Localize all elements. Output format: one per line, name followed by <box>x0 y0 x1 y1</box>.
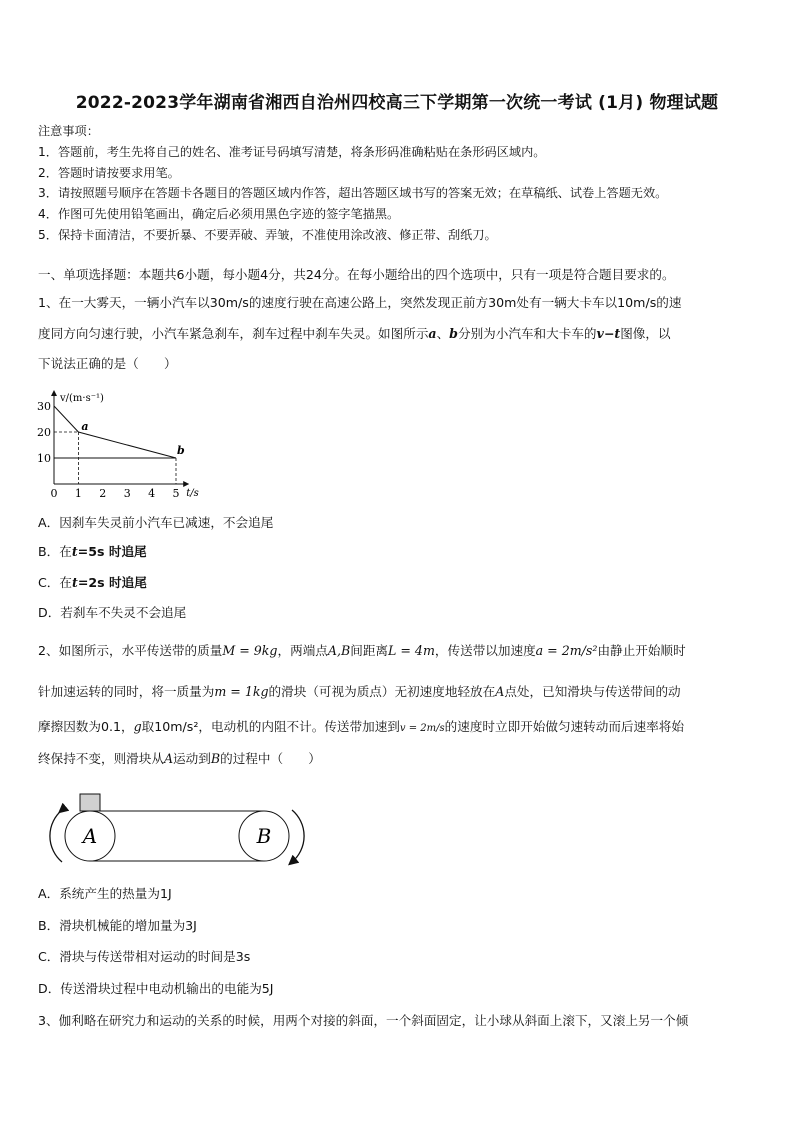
section-heading: 一、单项选择题：本题共6小题，每小题4分，共24分。在每小题给出的四个选项中，只有一项是符合题目要求的。 <box>38 267 675 282</box>
q2-text-part: 的滑块（可视为质点）无初速度地轻放在 <box>268 684 496 699</box>
q1-text-part: 图像，以 <box>620 326 671 341</box>
rotation-arrow-left <box>50 810 62 862</box>
pulley-b-label: B <box>256 824 272 848</box>
y-tick-label: 10 <box>37 452 51 465</box>
q1-option-b-prefix: B．在 <box>38 544 72 559</box>
x-tick-label: 3 <box>123 487 131 500</box>
question-2-text <box>38 640 686 659</box>
q2-length-L: L = 4m <box>388 643 435 658</box>
q2-text-part: 间距离 <box>350 643 389 658</box>
q2-text-part: 由静止开始顺时 <box>597 643 686 658</box>
x-tick-label: 4 <box>148 487 156 500</box>
notice-heading: 注意事项： <box>38 124 99 138</box>
q2-text-part: ，两端点 <box>277 643 328 658</box>
x-tick-label: 0 <box>50 487 58 500</box>
q2-speed: v = 2m/s <box>399 723 445 734</box>
y-tick-label: 30 <box>37 400 51 413</box>
q2-text-part: 点处，已知滑块与传送带间的动 <box>504 684 681 699</box>
notice-item: 3．请按照题号顺序在答题卡各题目的答题区域内作答，超出答题区域书写的答案无效；在草稿纸、试卷上答题无效。 <box>38 186 668 200</box>
q2-text-part: 针加速运转的同时，将一质量为 <box>38 684 215 699</box>
q1-option-c <box>38 572 147 591</box>
q1-option-c-t: t <box>71 575 78 590</box>
question-1-text: 1、在一大雾天，一辆小汽车以30m/s的速度行驶在高速公路上，突然发现正前方30m处有一辆大卡车以10m/s的速 <box>38 295 682 310</box>
q1-label-a: a <box>428 326 437 341</box>
q2-option-d: D．传送滑块过程中电动机输出的电能为5J <box>38 981 274 996</box>
q1-option-b-rest: =5s 时追尾 <box>77 544 147 559</box>
x-tick-label: 1 <box>74 487 82 500</box>
q1-text-part: 度同方向匀速行驶，小汽车紧急刹车，刹车过程中刹车失灵。如图所示 <box>38 326 429 341</box>
question-2-text <box>38 716 684 735</box>
q2-text-part: 运动到 <box>173 751 211 766</box>
q1-option-c-rest: =2s 时追尾 <box>77 575 147 590</box>
q2-g: g <box>133 719 142 734</box>
question-1-text <box>38 323 671 342</box>
q2-text-part: ，传送带以加速度 <box>434 643 536 658</box>
q1-text-part: 分别为小汽车和大卡车的 <box>457 326 597 341</box>
q2-text-part: 的速度时立即开始做匀速转动而后速率将始 <box>444 719 684 734</box>
q1-option-c-prefix: C．在 <box>38 575 72 590</box>
series-label-a: a <box>81 420 89 433</box>
q2-text-part: 取10m/s²，电动机的内阻不计。传送带加速到 <box>141 719 400 734</box>
x-tick-label: 5 <box>172 487 180 500</box>
q2-option-b: B．滑块机械能的增加量为3J <box>38 918 197 933</box>
q2-AB: A,B <box>327 643 351 658</box>
question-2-text <box>38 681 681 700</box>
x-axis-label: t/s <box>186 488 199 499</box>
series-line-a <box>54 406 176 458</box>
page-title: 2022-2023学年湖南省湘西自治州四校高三下学期第一次统一考试 (1月) 物理试题 <box>75 93 719 113</box>
q1-sep: 、 <box>436 326 450 341</box>
q2-point-A: A <box>495 684 505 699</box>
notice-item: 1．答题前，考生先将自己的姓名、准考证号码填写清楚，将条形码准确粘贴在条形码区域内。 <box>38 145 546 159</box>
notice-item: 5．保持卡面清洁，不要折暴、不要弄破、弄皱，不准使用涂改液、修正带、刮纸刀。 <box>38 228 497 242</box>
q1-option-b-t: t <box>71 544 78 559</box>
q2-text-part: 的过程中（ ） <box>220 751 321 766</box>
x-tick-label: 2 <box>99 487 107 500</box>
question-3-text: 3、伽利略在研究力和运动的关系的时候，用两个对接的斜面，一个斜面固定，让小球从斜面上滚下，又滚上另一个倾 <box>38 1013 689 1028</box>
vt-chart <box>34 378 214 500</box>
notice-item: 2．答题时请按要求用笔。 <box>38 166 180 180</box>
y-tick-label: 20 <box>37 426 51 439</box>
y-axis-label: v/(m·s⁻¹) <box>60 393 104 404</box>
slider-block <box>80 794 100 811</box>
q1-label-b: b <box>449 326 458 341</box>
q1-vt-symbol: v−t <box>596 326 621 341</box>
q2-text-part: 摩擦因数为0.1， <box>38 719 134 734</box>
q2-accel: a = 2m/s² <box>535 643 598 658</box>
conveyor-diagram <box>40 788 320 870</box>
q2-text-part: 终保持不变，则滑块从 <box>38 751 164 766</box>
pulley-a-label: A <box>82 824 98 848</box>
question-2-text <box>38 748 321 767</box>
question-1-text: 下说法正确的是（ ） <box>38 356 177 371</box>
q2-mass-M: M = 9kg <box>222 643 278 658</box>
q2-point-A: A <box>163 751 174 766</box>
q1-option-a: A．因刹车失灵前小汽车已减速，不会追尾 <box>38 515 274 530</box>
q2-point-B: B <box>210 751 221 766</box>
notice-item: 4．作图可先使用铅笔画出，确定后必须用黑色字迹的签字笔描黑。 <box>38 207 400 221</box>
series-label-b: b <box>177 444 185 457</box>
q1-option-b <box>38 541 147 560</box>
q2-text-part: 2、如图所示，水平传送带的质量 <box>38 643 223 658</box>
q2-option-a: A．系统产生的热量为1J <box>38 886 172 901</box>
q1-option-d: D．若刹车不失灵不会追尾 <box>38 605 187 620</box>
rotation-arrow-right <box>292 810 304 862</box>
q2-mass-m: m = 1kg <box>214 684 269 699</box>
q2-option-c: C．滑块与传送带相对运动的时间是3s <box>38 949 251 964</box>
